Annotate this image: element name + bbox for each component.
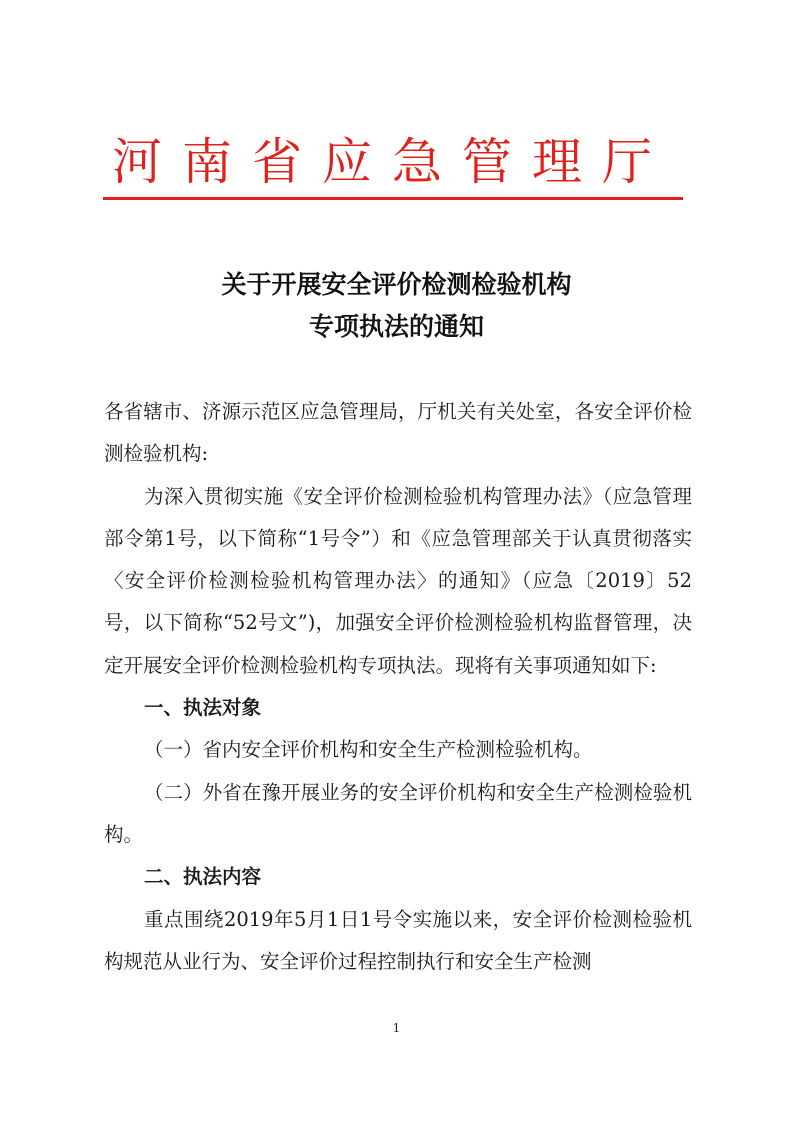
section-2-paragraph: 重点围绕2019年5月1日1号令实施以来，安全评价检测检验机构规范从业行为、安全评价过程控制执行和安全生产检测	[104, 907, 692, 973]
section-1-item-2: （二）外省在豫开展业务的安全评价机构和安全生产检测检验机构。	[104, 780, 692, 846]
document-title-line-1: 关于开展安全评价检测检验机构	[221, 270, 572, 299]
document-title	[0, 264, 793, 348]
section-1-item-1: （一）省内安全评价机构和安全生产检测检验机构。	[144, 738, 593, 762]
intro-paragraph: 为深入贯彻实施《安全评价检测检验机构管理办法》（应急管理部令第1号，以下简称“1号令”）和《应急管理部关于认真贯彻落实〈安全评价检测检验机构管理办法〉的通知》（应急〔2019〕52号，以下简称“52号文”)，加强安全评价检测检验机构监督管理，决定开展安全评价检测检验机构专项执法。现将有关事项通知如下:	[104, 484, 692, 677]
section-2-heading: 二、执法内容	[144, 865, 262, 889]
letterhead-title: 河南省应急管理厅	[112, 133, 672, 191]
document-body	[104, 391, 692, 983]
section-1-heading: 一、执法对象	[144, 696, 262, 720]
letterhead-red-rule	[103, 197, 683, 200]
page-number: 1	[392, 1021, 401, 1035]
document-title-line-2: 专项执法的通知	[308, 312, 484, 341]
recipients-paragraph: 各省辖市、济源示范区应急管理局，厅机关有关处室，各安全评价检测检验机构:	[104, 400, 692, 466]
